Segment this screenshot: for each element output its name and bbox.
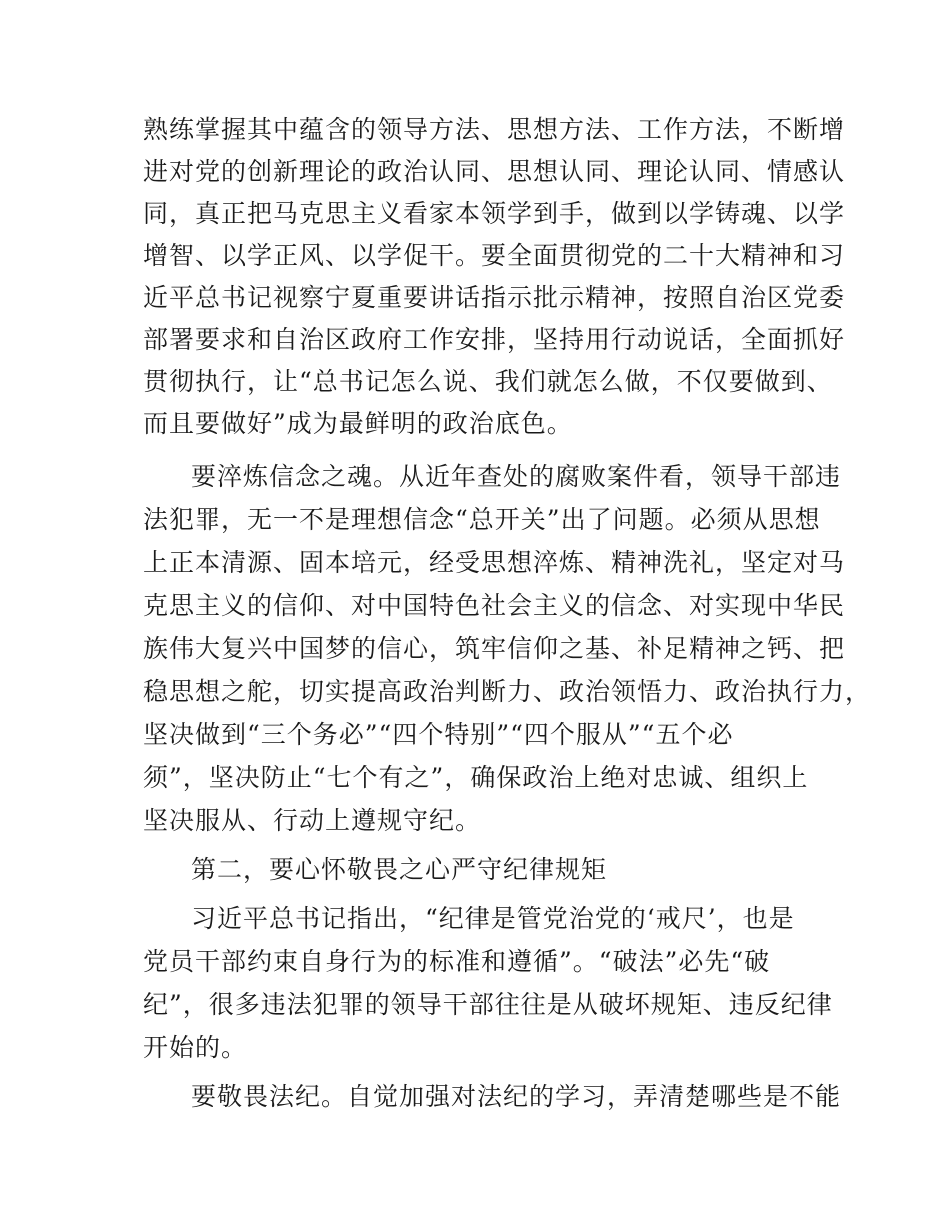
text-line: 近平总书记视察宁夏重要讲话指示批示精神，按照自治区党委	[143, 283, 846, 312]
paragraph-first-line: 要淬炼信念之魂。从近年查处的腐败案件看，领导干部违	[191, 462, 842, 491]
text-line: 坚决服从、行动上遵规守纪。	[143, 806, 482, 835]
text-line: 贯彻执行，让“总书记怎么说、我们就怎么做，不仅要做到、	[143, 367, 833, 396]
paragraph-first-line: 要敬畏法纪。自觉加强对法纪的学习，弄清楚哪些是不能	[191, 1082, 842, 1111]
paragraph-first-line: 习近平总书记指出，“纪律是管党治党的‘戒尺’，也是	[191, 904, 795, 933]
text-line: 法犯罪，无一不是理想信念“总开关”出了问题。必须从思想	[143, 505, 821, 534]
text-line: 而且要做好”成为最鲜明的政治底色。	[143, 409, 573, 438]
section-heading: 第二，要心怀敬畏之心严守纪律规矩	[191, 855, 608, 884]
text-line: 纪”，很多违法犯罪的领导干部往往是从破坏规矩、违反纪律	[143, 990, 833, 1019]
text-line: 坚决做到“三个务必”“四个特别”“四个服从”“五个必	[143, 720, 734, 749]
text-line: 部署要求和自治区政府工作安排，坚持用行动说话，全面抓好	[143, 325, 846, 354]
text-line: 上正本清源、固本培元，经受思想淬炼、精神洗礼，坚定对马	[143, 548, 846, 577]
text-line: 克思主义的信仰、对中国特色社会主义的信念、对实现中华民	[143, 591, 846, 620]
text-line: 增智、以学正风、以学促干。要全面贯彻党的二十大精神和习	[143, 241, 846, 270]
text-line: 同，真正把马克思主义看家本领学到手，做到以学铸魂、以学	[143, 199, 846, 228]
text-line: 须”，坚决防止“七个有之”，确保政治上绝对忠诚、组织上	[143, 763, 809, 792]
text-line: 熟练掌握其中蕴含的领导方法、思想方法、工作方法，不断增	[143, 115, 846, 144]
text-line: 稳思想之舵，切实提高政治判断力、政治领悟力、政治执行力，	[143, 677, 872, 706]
text-line: 族伟大复兴中国梦的信心，筑牢信仰之基、补足精神之钙、把	[143, 634, 846, 663]
text-line: 党员干部约束自身行为的标准和遵循”。“破法”必先“破	[143, 947, 771, 976]
text-line: 进对党的创新理论的政治认同、思想认同、理论认同、情感认	[143, 157, 846, 186]
text-line: 开始的。	[143, 1033, 248, 1062]
